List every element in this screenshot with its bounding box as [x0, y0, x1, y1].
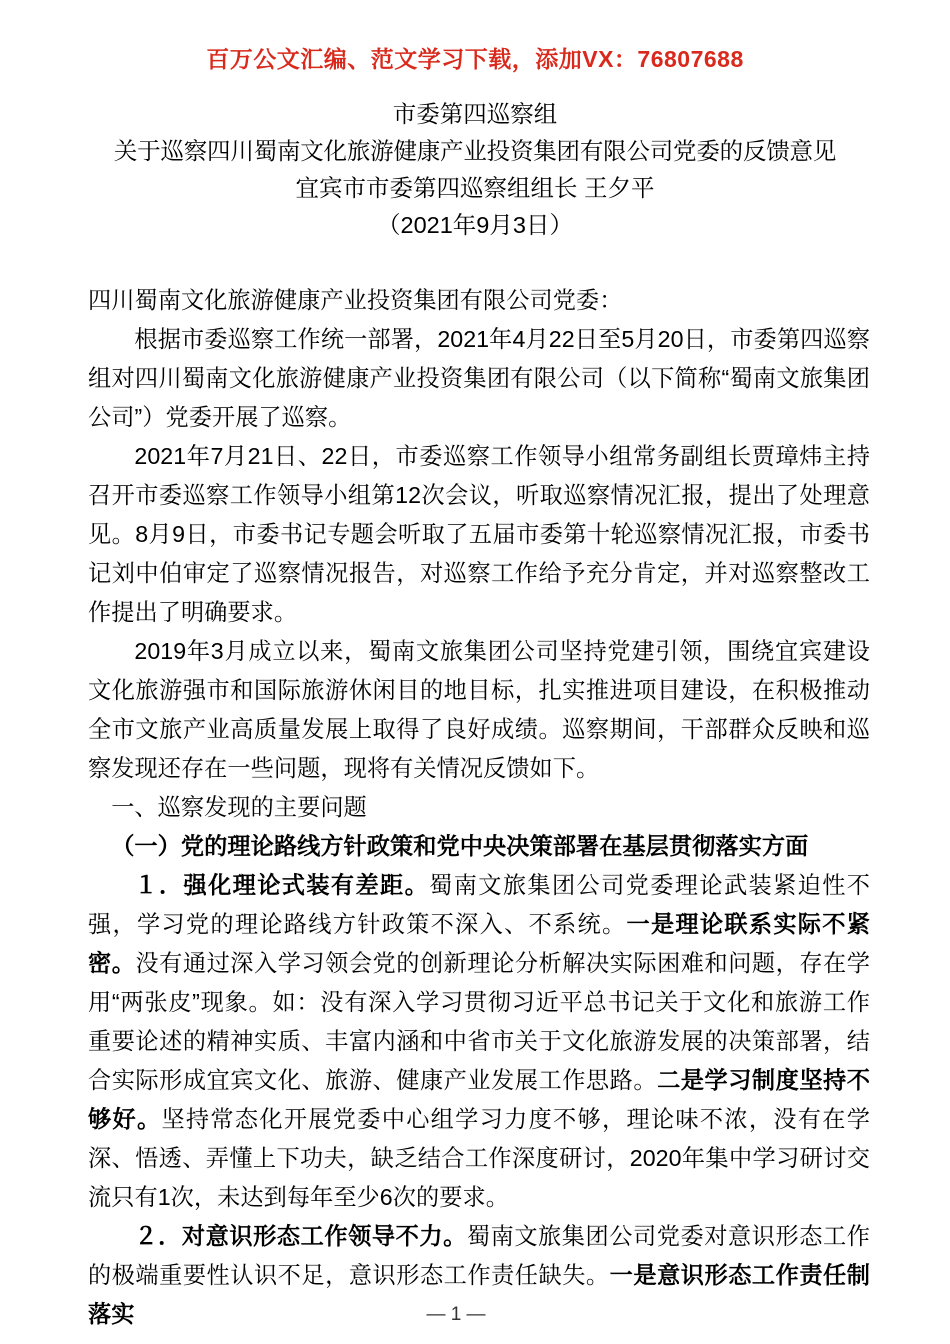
document-body: [88, 281, 870, 1334]
paragraph-deployment: 根据市委巡察工作统一部署，2021年4月22日至5月20日，市委第四巡察组对四川蜀南文化旅游健康产业投资集团有限公司（以下简称“蜀南文旅集团公司”）党委开展了巡察。: [88, 326, 870, 430]
item-one-point-one: 一是理论联系实际不紧密。: [88, 911, 870, 976]
item-one-title: 强化理论式装有差距。: [183, 872, 430, 898]
paragraph-meetings: 2021年7月21日、22日，市委巡察工作领导小组常务副组长贾璋炜主持召开市委巡察工作领导小组第12次会议，听取巡察情况汇报，提出了处理意见。8月9日，市委书记专题会听取了五届市委第十轮巡察情况汇报，市委书记刘中伯审定了巡察情况报告，对巡察工作给予充分肯定，并对巡察整改工作提出了明确要求。: [88, 443, 870, 625]
title-line-organization: 市委第四巡察组: [392, 101, 558, 127]
page-number: — 1 —: [426, 1304, 486, 1325]
item-one: [88, 866, 870, 1217]
item-two-text-a: 蜀南文旅集团公司党委对意识形态工作的极端重要性认识不足，意识形态工作责任缺失。: [88, 1223, 870, 1288]
salutation: 四川蜀南文化旅游健康产业投资集团有限公司党委：: [88, 287, 623, 313]
title-line-date: （2021年9月3日）: [377, 212, 573, 238]
item-one-text-a: 蜀南文旅集团公司党委理论武装紧迫性不强，学习党的理论路线方针政策不深入、不系统。: [88, 872, 870, 937]
item-one-text-c: 坚持常态化开展党委中心组学习力度不够，理论味不浓，没有在学深、悟透、弄懂上下功夫，缺乏结合工作深度研讨，2020年集中学习研讨交流只有1次，未达到每年至少6次的要求。: [88, 1106, 870, 1210]
promo-banner: 百万公文汇编、范文学习下载，添加VX：76807688: [206, 46, 744, 72]
paragraph-achievements: 2019年3月成立以来，蜀南文旅集团公司坚持党建引领，围绕宜宾建设文化旅游强市和国际旅游休闲目的地目标，扎实推进项目建设，在积极推动全市文旅产业高质量发展上取得了良好成绩。巡察期间，干部群众反映和巡察发现还存在一些问题，现将有关情况反馈如下。: [88, 638, 870, 781]
item-two-point-one: 一是意识形态工作责任制落实: [88, 1262, 870, 1327]
title-line-leader: 宜宾市市委第四巡察组组长 王夕平: [295, 175, 655, 201]
item-one-text-b: 没有通过深入学习领会党的创新理论分析解决实际困难和问题，存在学用“两张皮”现象。如：没有深入学习贯彻习近平总书记关于文化和旅游工作重要论述的精神实质、丰富内涵和中省市关于文化旅游发展的决策部署，结合实际形成宜宾文化、旅游、健康产业发展工作思路。: [88, 950, 871, 1093]
item-two-number: ２．: [134, 1223, 182, 1249]
document-title-block: [60, 96, 890, 244]
item-one-number: １．: [134, 872, 184, 898]
heading-subsection-one: （一）党的理论路线方针政策和党中央决策部署在基层贯彻落实方面: [111, 833, 809, 859]
heading-section-one: 一、巡察发现的主要问题: [111, 794, 367, 820]
item-two-title: 对意识形态工作领导不力。: [181, 1223, 467, 1249]
page-footer: [0, 1304, 950, 1326]
item-one-point-two: 二是学习制度坚持不够好。: [88, 1067, 871, 1132]
title-line-subject: 关于巡察四川蜀南文化旅游健康产业投资集团有限公司党委的反馈意见: [113, 138, 837, 164]
